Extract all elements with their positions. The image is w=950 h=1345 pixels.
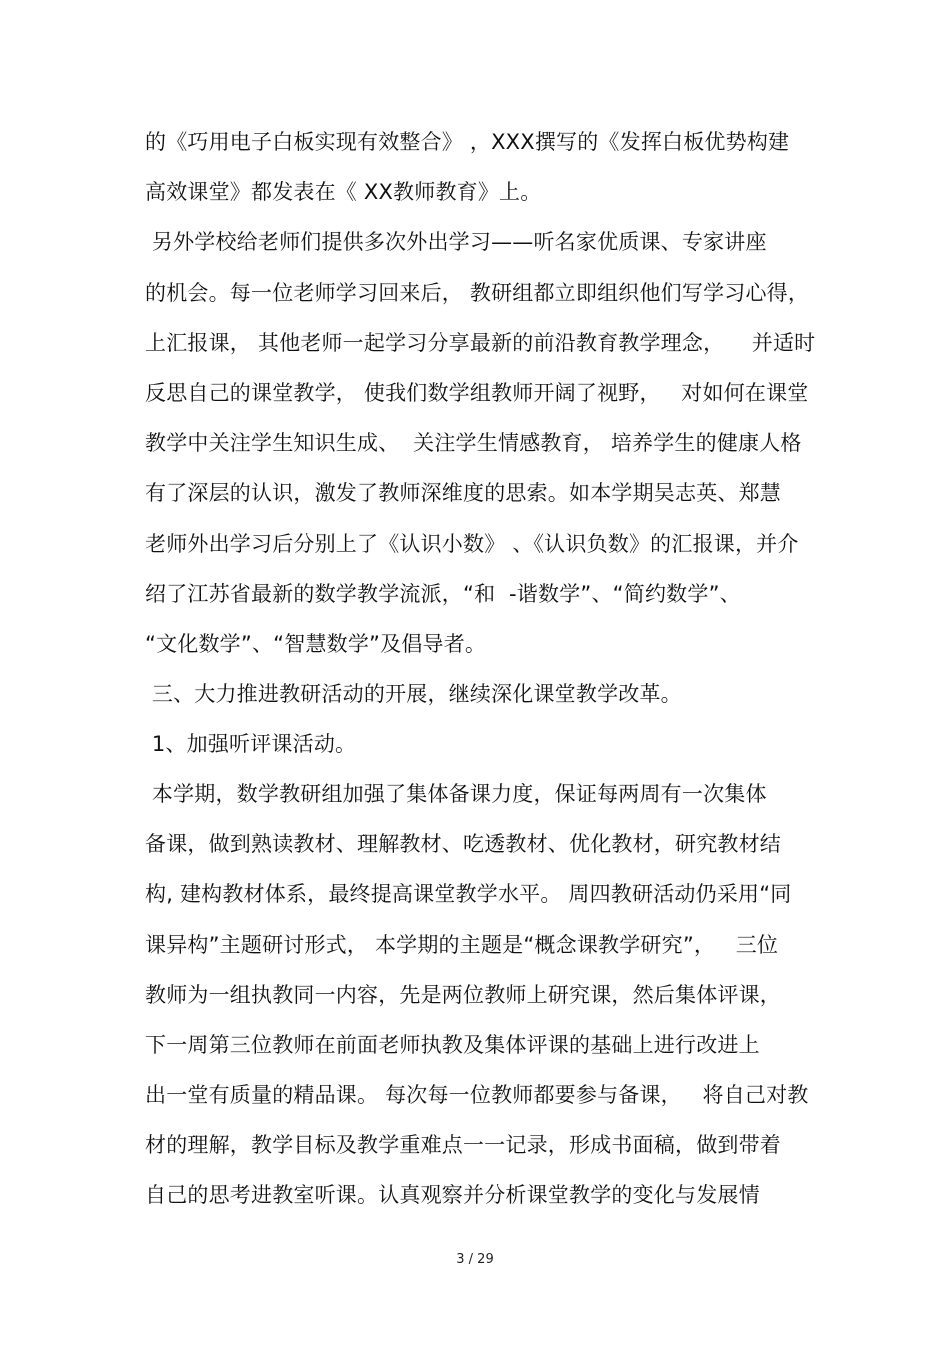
text-line: 绍了江苏省最新的数学教学流派，“和 -谐数学”、“简约数学”、 xyxy=(145,582,741,606)
text-line: 教学中关注学生知识生成、 关注学生情感教育， 培养学生的健康人格 xyxy=(145,431,802,455)
subsection-heading: 1、加强听评课活动。 xyxy=(145,732,357,756)
section-heading: 三、大力推进教研活动的开展，继续深化课堂教学改革。 xyxy=(145,682,682,706)
text-line: 的《巧用电子白板实现有效整合》 ，XXX撰写的《发挥白板优势构建 xyxy=(145,130,790,154)
text-line: 课异构”主题研讨形式， 本学期的主题是“概念课教学研究”， 三位 xyxy=(145,933,779,957)
text-line: 高效课堂》都发表在《 XX教师教育》上。 xyxy=(145,180,542,204)
text-line: 老师外出学习后分别上了《认识小数》 、《认识负数》的汇报课，并介 xyxy=(145,532,799,556)
text-line: 反思自己的课堂教学， 使我们数学组教师开阔了视野， 对如何在课堂 xyxy=(145,381,809,405)
text-line: 备课，做到熟读教材、理解教材、吃透教材、优化教材，研究教材结 xyxy=(145,832,781,856)
text-line: 出一堂有质量的精品课。 每次每一位教师都要参与备课， 将自己对教 xyxy=(145,1083,809,1107)
text-line: 构, 建构教材体系，最终提高课堂教学水平。 周四教研活动仍采用“同 xyxy=(145,882,792,906)
text-line: 有了深层的认识，激发了教师深维度的思索。如本学期吴志英、郑慧 xyxy=(145,481,781,505)
text-line: “文化数学”、“智慧数学”及倡导者。 xyxy=(145,632,487,656)
text-line: 材的理解，教学目标及教学重难点一一记录，形成书面稿，做到带着 xyxy=(145,1133,781,1157)
text-line: 下一周第三位教师在前面老师执教及集体评课的基础上进行改进上 xyxy=(145,1033,760,1057)
page-number: 3 / 29 xyxy=(456,1252,494,1267)
text-line: 的机会。每一位老师学习回来后， 教研组都立即组织他们写学习心得， xyxy=(145,281,810,305)
text-line: 自己的思考进教室听课。认真观察并分析课堂教学的变化与发展情 xyxy=(145,1183,760,1207)
text-line: 本学期，数学教研组加强了集体备课力度，保证每两周有一次集体 xyxy=(145,782,767,806)
text-line: 教师为一组执教同一内容，先是两位教师上研究课，然后集体评课， xyxy=(145,983,781,1007)
text-line: 另外学校给老师们提供多次外出学习——听名家优质课、专家讲座 xyxy=(145,230,767,254)
text-line: 上汇报课， 其他老师一起学习分享最新的前沿教育教学理念， 并适时 xyxy=(145,331,816,355)
